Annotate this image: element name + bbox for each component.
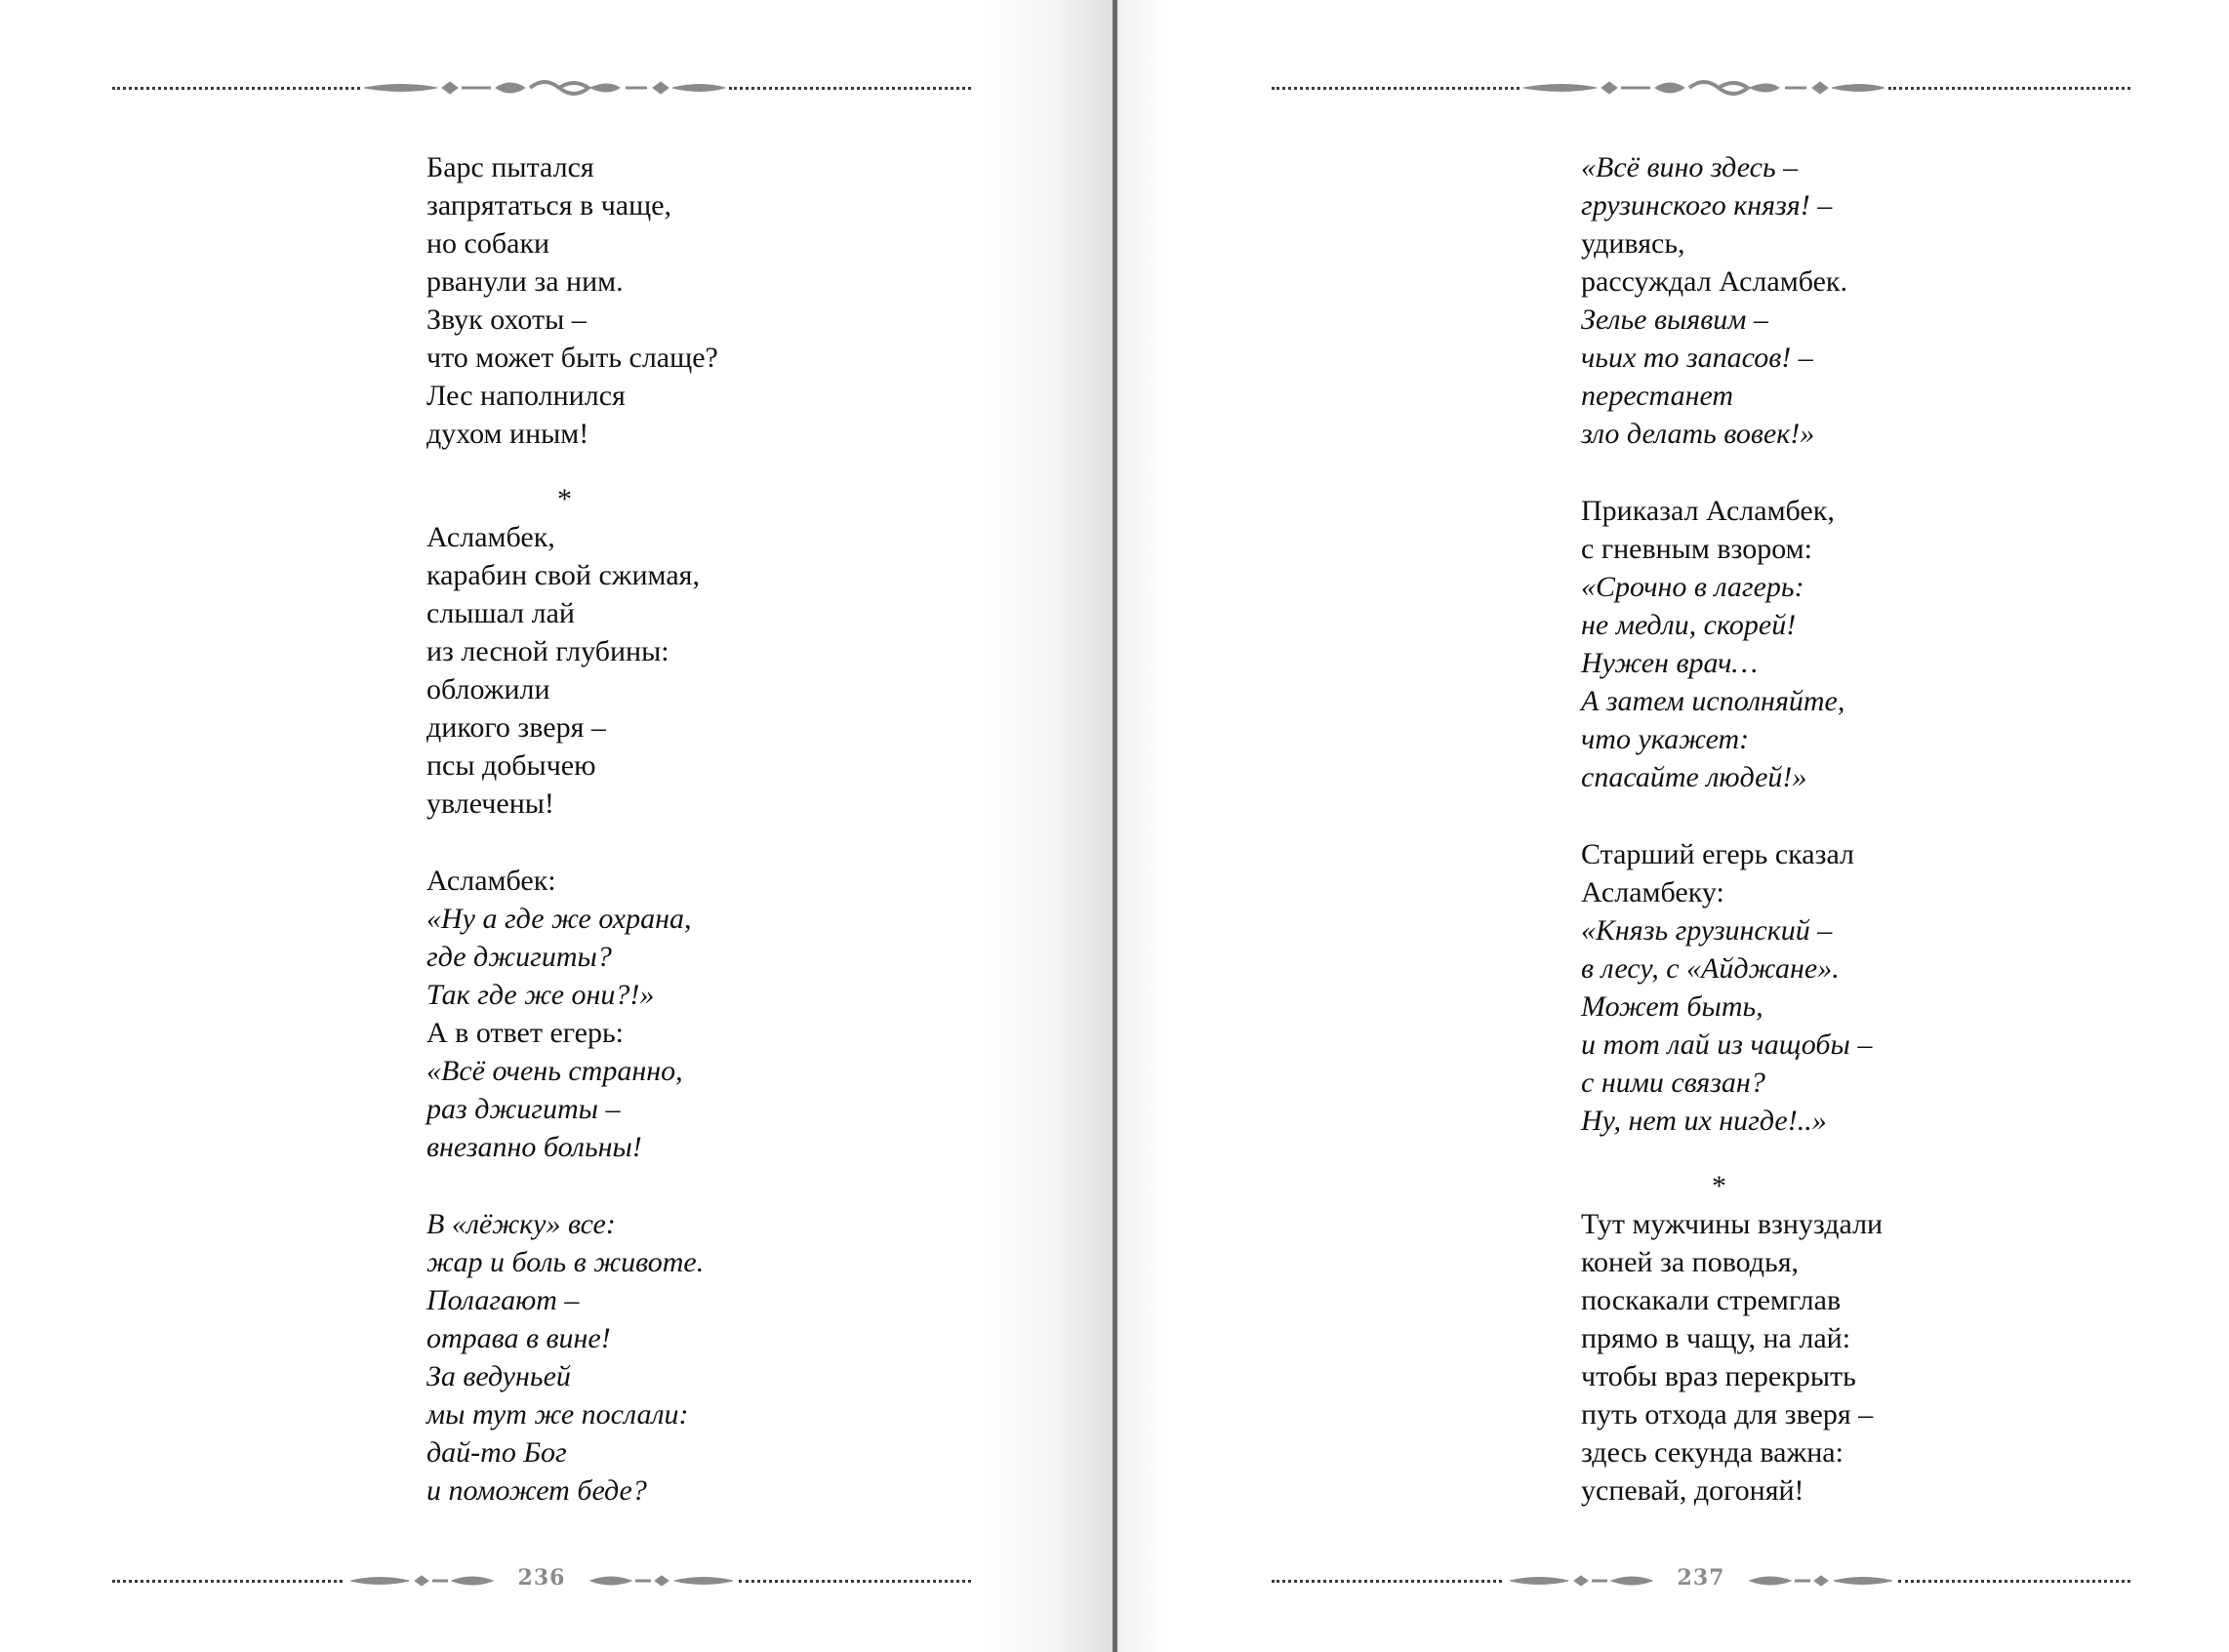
verse-line: удивясь, <box>1581 227 1685 260</box>
stanza <box>426 480 718 823</box>
verse-line: внезапно больны! <box>426 1131 642 1163</box>
ornament-left-flourish-icon <box>1510 1569 1656 1592</box>
verse-line: увлечены! <box>426 787 554 820</box>
stanza <box>1581 835 1883 1140</box>
verse-line: поскакали стремглав <box>1581 1284 1842 1316</box>
verse-line: здесь секунда важна: <box>1581 1436 1844 1469</box>
verse-line: но собаки <box>426 227 550 260</box>
verse-line: Ну, нет их нигде!..» <box>1581 1105 1827 1137</box>
verse-line: За ведуньей <box>426 1360 571 1392</box>
verse-line: дикого зверя – <box>426 711 606 744</box>
stanza <box>426 148 718 453</box>
verse-line: грузинского князя! – <box>1581 189 1833 222</box>
left-poem-text <box>426 148 718 1549</box>
verse-line: дай-то Бог <box>426 1436 567 1469</box>
verse-line: что может быть слаще? <box>426 342 718 374</box>
verse-line: Так где же они?!» <box>426 979 655 1011</box>
verse-line: и поможет беде? <box>426 1474 647 1507</box>
verse-line: Асламбеку: <box>1581 876 1724 908</box>
verse-line: А в ответ егерь: <box>426 1017 625 1049</box>
verse-line: Приказал Асламбек, <box>1581 495 1835 527</box>
ornament-right-flourish-icon <box>587 1569 733 1592</box>
verse-line: с ними связан? <box>1581 1067 1765 1099</box>
verse-line: раз джигиты – <box>426 1093 621 1125</box>
verse-line: коней за поводья, <box>1581 1246 1800 1278</box>
verse-line: прямо в чащу, на лай: <box>1581 1322 1851 1354</box>
verse-line: отрава в вине! <box>426 1322 611 1354</box>
page-number: 237 <box>1677 1565 1725 1591</box>
right-poem-text <box>1581 148 1883 1549</box>
verse-line: мы тут же послали: <box>426 1398 689 1430</box>
verse-line: в лесу, с «Айджане». <box>1581 952 1840 985</box>
verse-line: и тот лай из чащобы – <box>1581 1028 1873 1061</box>
stanza <box>1581 1167 1883 1510</box>
page-number: 236 <box>517 1565 566 1591</box>
stanza <box>426 1205 718 1510</box>
verse-line: Лес наполнился <box>426 380 626 412</box>
verse-line: Асламбек: <box>426 865 556 897</box>
verse-line: Тут мужчины взнуздали <box>1581 1208 1884 1240</box>
verse-line: Может быть, <box>1581 990 1763 1023</box>
verse-line: с гневным взором: <box>1581 533 1812 565</box>
verse-line: запрятаться в чаще, <box>426 189 672 222</box>
verse-line: карабин свой сжимая, <box>426 559 700 591</box>
footer-ornament-rule <box>1272 1565 2130 1592</box>
verse-line: где джигиты? <box>426 941 612 973</box>
verse-line: зло делать вовек!» <box>1581 418 1815 450</box>
gutter-shadow <box>976 0 1114 1652</box>
gutter-shadow-right <box>1117 0 1166 1652</box>
verse-line: не медли, скорей! <box>1581 609 1797 641</box>
verse-line: чьих то запасов! – <box>1581 342 1813 374</box>
verse-line: «Срочно в лагерь: <box>1581 571 1804 603</box>
verse-line: духом иным! <box>426 418 589 450</box>
ornament-right-flourish-icon <box>1746 1569 1892 1592</box>
ornament-left-flourish-icon <box>350 1569 497 1592</box>
header-ornament-rule <box>1272 76 2130 100</box>
verse-line: Барс пытался <box>426 151 594 183</box>
stanza <box>1581 148 1883 453</box>
verse-line: рассуждал Асламбек. <box>1581 265 1847 298</box>
verse-line: рванули за ним. <box>426 265 624 298</box>
verse-line: Полагают – <box>426 1284 580 1316</box>
verse-line: «Всё вино здесь – <box>1581 151 1799 183</box>
stanza <box>426 862 718 1166</box>
stanza <box>1581 492 1883 796</box>
section-break-asterisk: * <box>557 483 572 515</box>
verse-line: обложили <box>426 673 550 705</box>
verse-line: успевай, догоняй! <box>1581 1474 1804 1507</box>
verse-line: перестанет <box>1581 380 1734 412</box>
verse-line: Нужен врач… <box>1581 647 1759 679</box>
verse-line: чтобы враз перекрыть <box>1581 1360 1856 1392</box>
verse-line: «Ну а где же охрана, <box>426 903 692 935</box>
verse-line: путь отхода для зверя – <box>1581 1398 1874 1430</box>
ornament-flourish-icon <box>1523 76 1885 100</box>
verse-line: жар и боль в животе. <box>426 1246 705 1278</box>
ornament-flourish-icon <box>364 76 725 100</box>
verse-line: Асламбек, <box>426 521 555 553</box>
verse-line: Звук охоты – <box>426 303 587 336</box>
verse-line: А затем исполняйте, <box>1581 685 1845 717</box>
verse-line: Зелье выявим – <box>1581 303 1768 336</box>
verse-line: из лесной глубины: <box>426 635 669 667</box>
verse-line: «Князь грузинский – <box>1581 914 1833 947</box>
verse-line: что укажет: <box>1581 723 1750 755</box>
verse-line: псы добычею <box>426 749 596 782</box>
section-break-asterisk: * <box>1712 1170 1726 1202</box>
footer-ornament-rule <box>112 1565 971 1592</box>
verse-line: спасайте людей!» <box>1581 761 1807 793</box>
verse-line: Старший егерь сказал <box>1581 838 1854 870</box>
verse-line: В «лёжку» все: <box>426 1208 616 1240</box>
verse-line: слышал лай <box>426 597 575 629</box>
header-ornament-rule <box>112 76 971 100</box>
verse-line: «Всё очень странно, <box>426 1055 683 1087</box>
